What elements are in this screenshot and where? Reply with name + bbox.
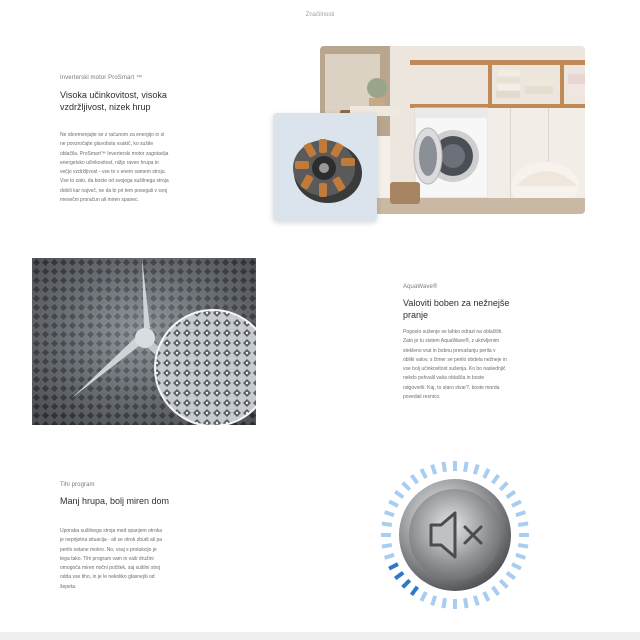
tick-mark — [421, 592, 426, 601]
tick-mark — [432, 596, 435, 606]
tick-mark — [412, 475, 418, 483]
tick-mark — [403, 580, 410, 587]
tick-mark — [493, 475, 499, 483]
tick-mark — [500, 580, 507, 587]
tick-mark — [518, 545, 528, 547]
tick-mark — [443, 462, 445, 472]
tick-mark — [389, 501, 398, 506]
footer-strip — [0, 632, 640, 640]
tick-mark — [507, 573, 515, 579]
tick-mark — [412, 587, 418, 595]
motor-image — [273, 113, 377, 221]
drum-heading: Valoviti boben za nežnejše pranje — [403, 298, 510, 320]
tick-mark — [512, 501, 521, 506]
tick-mark — [432, 465, 435, 475]
tick-mark — [475, 596, 478, 606]
tick-mark — [382, 545, 392, 547]
tick-mark — [385, 512, 395, 515]
silent-eyebrow: Tihi program — [60, 482, 95, 488]
tick-mark — [395, 573, 403, 579]
silent-mode-graphic — [375, 455, 535, 615]
tick-mark — [475, 465, 478, 475]
tick-mark — [403, 483, 410, 490]
tick-mark — [443, 598, 445, 608]
tick-mark — [395, 492, 403, 498]
tick-mark — [516, 555, 526, 558]
tick-mark — [421, 469, 426, 478]
section-tag: Značilnosti — [305, 12, 335, 18]
drum-eyebrow: AquaWave® — [403, 284, 438, 290]
motor-body-text: Ne obremenjujte se z računom za energijo in si ne povzročajte glavobola vsakič, ko sušite oblačila. ProSmart™ Inverterski motor zagotavlja energetsko učinkovitost, nižjo raven hrupa in večjo vzdržljivost - vse to v enem samem stroju. Vse to zato, da boste od svojega sušilnega stroja dobili kar največ, ne da bi pri tem posegali v svoj mesečni proračun ali miren spanec. — [60, 132, 169, 204]
tick-mark — [512, 564, 521, 569]
motor-card — [273, 113, 377, 221]
drum-image — [32, 258, 256, 425]
tick-mark — [516, 512, 526, 515]
silent-body-text: Uporaba sušilnega stroja med spanjem otroka je neprijetna situacija - ali se otrok zbudi ali pa perilo ostane mokro. No, vsaj s protukcijo je tega tako. Tihi program vam in vaši družini omogoča miren nočni počitek, saj sušilni stroj odda vse tiho, in je le nekoliko glasnejši od šepeta. — [60, 528, 162, 590]
motor-eyebrow: Inverterski motor ProSmart ™ — [60, 75, 143, 81]
silent-heading: Manj hrupa, bolj miren dom — [60, 496, 170, 506]
tick-mark — [500, 483, 507, 490]
drum-body-text: Pogosto sušenje se lahko odrazi na oblačilih. Zato je tu sistem AquaWave®, z ukrivljenim stekleno vrat in bobnu prenašanju perila v obliki valov, s čimer se perilo obdela nežneje in vse bolj učinkovitost sušenja. Ko bo naslednjič nekdo pohvalil vaša oblačila in boste odgovorili: Kaj, to staro stvar?, boste morda povedali resnico. — [403, 329, 507, 401]
tick-mark — [518, 523, 528, 525]
tick-mark — [465, 598, 467, 608]
tick-mark — [389, 564, 398, 569]
tick-mark — [484, 592, 489, 601]
tick-mark — [382, 523, 392, 525]
tick-mark — [465, 462, 467, 472]
tick-mark — [484, 469, 489, 478]
tick-mark — [493, 587, 499, 595]
tick-mark — [385, 555, 395, 558]
motor-heading: Visoka učinkovitost, visoka vzdržljivost, nizek hrup — [60, 90, 167, 112]
tick-mark — [507, 492, 515, 498]
